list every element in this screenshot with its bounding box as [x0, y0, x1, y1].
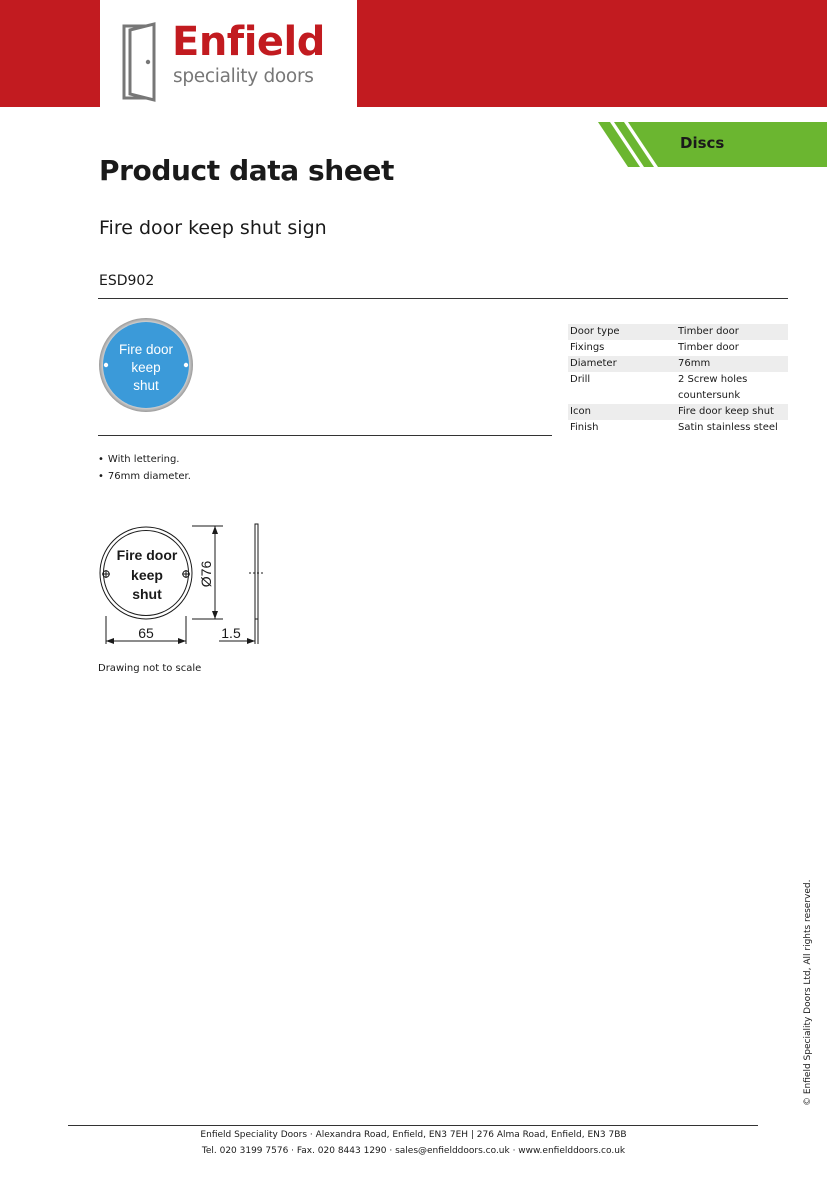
divider: [98, 435, 552, 436]
technical-drawing: [95, 518, 275, 648]
drawing-sign-line-3: shut: [132, 586, 162, 602]
footer-contact: Tel. 020 3199 7576 · Fax. 020 8443 1290 · sales@enfielddoors.co.uk · www.enfielddoors.co.uk: [201, 1146, 626, 1156]
spec-value: 76mm: [676, 356, 788, 372]
logo[interactable]: [100, 0, 357, 107]
spec-key: Icon: [568, 404, 676, 420]
photo-sign-line-3: shut: [133, 378, 159, 393]
spec-value: Satin stainless steel: [678, 422, 778, 433]
feature-item: • 76mm diameter.: [98, 468, 191, 485]
spec-row: [568, 340, 788, 356]
spec-key: Fixings: [570, 342, 605, 353]
category-label: Discs: [680, 134, 725, 152]
spec-row: [568, 420, 788, 436]
width-dimension: 65: [138, 625, 154, 641]
spec-table: [568, 324, 788, 436]
footer-address: Enfield Speciality Doors · Alexandra Road, Enfield, EN3 7EH | 276 Alma Road, Enfield, EN3 7BB: [200, 1130, 627, 1140]
spec-row: [568, 356, 788, 372]
product-photo: [98, 317, 194, 413]
product-code: ESD902: [99, 273, 155, 289]
thickness-dimension: 1.5: [221, 625, 241, 641]
logo-wordmark: Enfield: [172, 19, 325, 65]
drawing-sign-line-1: Fire door: [116, 547, 178, 563]
feature-item: • With lettering.: [98, 451, 191, 468]
spec-key: Diameter: [568, 356, 676, 372]
photo-sign-line-2: keep: [131, 360, 161, 375]
drawing-sign-line-2: keep: [131, 567, 163, 583]
footer-divider: [68, 1125, 758, 1126]
spec-value: Timber door: [676, 324, 788, 340]
feature-list: [98, 451, 191, 485]
logo-tagline: speciality doors: [173, 66, 314, 87]
spec-value: 2 Screw holes countersunk: [678, 374, 748, 401]
spec-row: [568, 324, 788, 340]
spec-value: Fire door keep shut: [676, 404, 788, 420]
spec-row: [568, 404, 788, 420]
spec-value: Timber door: [678, 342, 739, 353]
spec-key: Finish: [570, 422, 599, 433]
divider: [98, 298, 788, 299]
product-name: Fire door keep shut sign: [99, 217, 327, 239]
photo-sign-line-1: Fire door: [118, 342, 174, 357]
spec-key: Drill: [570, 374, 591, 385]
copyright-notice: © Enfield Speciality Doors Ltd, All rights reserved.: [803, 879, 813, 1106]
spec-key: Door type: [568, 324, 676, 340]
diameter-dimension: Ø76: [198, 560, 214, 588]
drawing-note: Drawing not to scale: [98, 663, 202, 674]
door-icon: [122, 22, 160, 102]
spec-row: [568, 372, 788, 404]
page-title: Product data sheet: [99, 154, 395, 187]
